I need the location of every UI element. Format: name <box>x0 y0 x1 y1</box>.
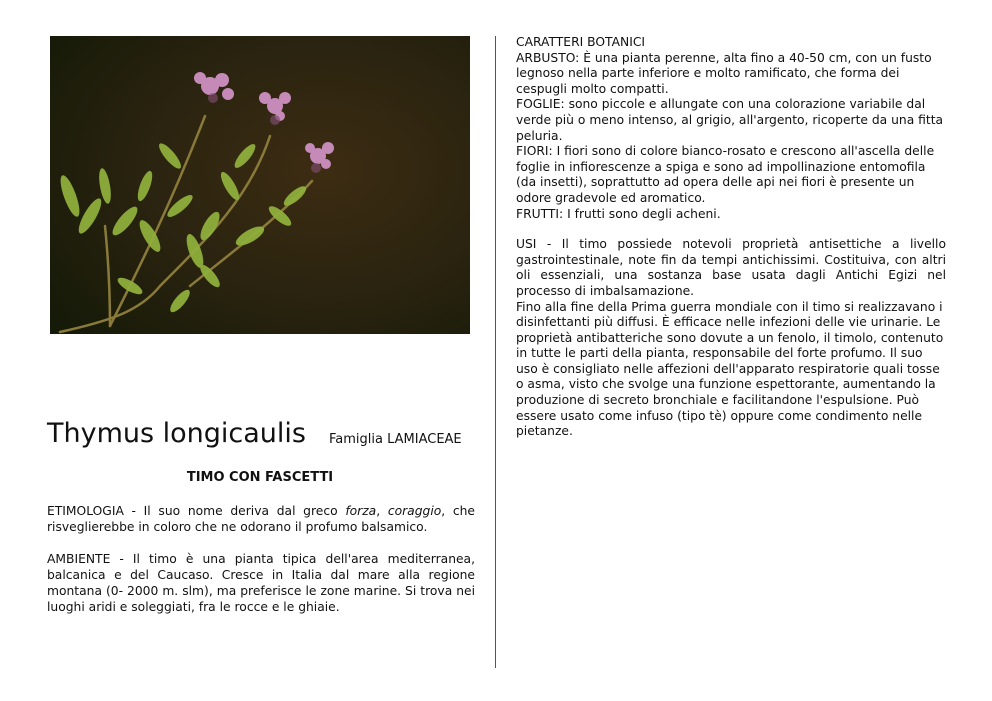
column-divider <box>495 36 496 668</box>
right-column <box>516 35 946 440</box>
ambiente-paragraph: AMBIENTE - Il timo è una pianta tipica dell'area mediterranea, balcanica e del Caucaso. Cresce in Italia dal mare alla regione montana (0- 2000 m. slm), ma preferisce le zone marine. Si trova nei luoghi aridi e soleggiati, fra le rocce e le ghiaie. <box>47 552 475 614</box>
foglie-paragraph: FOGLIE: sono piccole e allungate con una colorazione variabile dal verde più o meno intenso, al grigio, all'argento, ricoperte da una fitta peluria. <box>516 97 944 143</box>
arbusto-paragraph: ARBUSTO: È una pianta perenne, alta fino a 40-50 cm, con un fusto legnoso nella parte inferiore e molto ramificato, che forma dei cespugli molto compatti. <box>516 50 932 96</box>
frutti-paragraph: FRUTTI: I frutti sono degli acheni. <box>516 206 721 221</box>
spacer <box>516 222 946 237</box>
usi-paragraph: USI - Il timo possiede notevoli proprietà antisettiche a livello gastrointestinale, note fin da tempi antichissimi. Costituiva, con altri oli essenziali, una sostanza base usata dagli Antichi Egizi nel processo di imbalsamazione. <box>516 237 946 298</box>
etymology-text-end: , che risveglierebbe in coloro che ne odorano il profumo balsamico. <box>47 504 475 534</box>
fiori-paragraph: FIORI: I fiori sono di colore bianco-rosato e crescono all'ascella delle foglie in infiorescenze a spiga e sono ad impollinazione entomofila (da insetti), soprattutto ad opera delle api nei fiori è presente un odore gradevole ed aromatico. <box>516 144 935 205</box>
plant-photo <box>50 36 470 334</box>
etymology-word-coraggio: coraggio <box>387 504 442 518</box>
usi-paragraph-2: Fino alla fine della Prima guerra mondiale con il timo si realizzavano i disinfettanti più diffusi. È efficace nelle infezioni delle vie urinarie. Le proprietà antibatteriche sono dovute a un fenolo, il timolo, contenuto in tutte le parti della pianta, responsabile del forte profumo. Il suo uso è consigliato nelle affezioni dell'apparato respiratorie quali tosse o asma, visto che svolge una funzione espettorante, aumentando la produzione di secreto bronchiale e facilitandone l'espulsione. Può essere usato come infuso (tipo tè) oppure come condimento nelle pietanze. <box>516 299 944 439</box>
etymology-text: ETIMOLOGIA - Il suo nome deriva dal greco <box>47 504 346 518</box>
etymology-paragraph <box>47 503 475 535</box>
species-name: Thymus longicaulis <box>47 418 306 449</box>
botanical-heading: CARATTERI BOTANICI <box>516 35 646 49</box>
etymology-word-forza: forza <box>345 504 377 518</box>
family-name: Famiglia LAMIACEAE <box>329 432 462 447</box>
etymology-comma: , <box>376 504 388 518</box>
common-name: TIMO CON FASCETTI <box>186 470 334 485</box>
